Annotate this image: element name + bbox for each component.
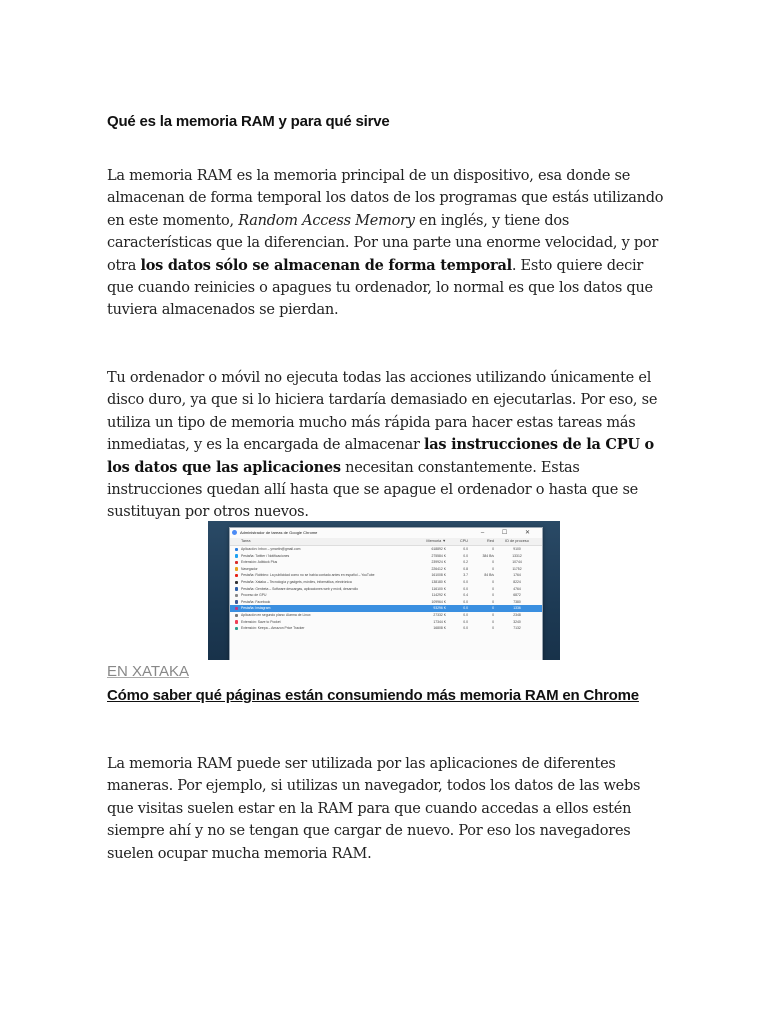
process-id: 9100 <box>513 547 521 551</box>
p1-bold: los datos sólo se almacenan de forma temporal <box>140 256 512 274</box>
process-network: 384 B/s <box>482 553 494 558</box>
process-network: 0 <box>492 593 494 598</box>
process-id: 8224 <box>513 579 521 584</box>
process-memory: 275584 K <box>431 553 446 558</box>
process-network: 0 <box>492 566 494 571</box>
process-name: Aplicación en segundo plano: Alarma de Linux <box>241 612 311 617</box>
process-cpu: 0.0 <box>463 553 468 558</box>
process-network: 0 <box>492 586 494 591</box>
process-memory: 27332 K <box>433 612 446 617</box>
process-cpu: 0.4 <box>463 593 468 598</box>
process-network: 0 <box>492 579 494 584</box>
process-cpu: 0.0 <box>463 606 468 611</box>
process-id: 1764 <box>513 573 521 578</box>
p1-text-1: La memoria RAM es la memoria principal de un dispositivo, esa donde se almacenan de forma temporal los datos de los programas que estás utilizando en este momento, <box>107 168 664 229</box>
process-network: 0 <box>492 606 494 611</box>
process-network: 0 <box>492 560 494 565</box>
p1-text-2: en inglés, y tiene dos características que la diferencian. Por una parte una enorme velocidad, y por otra <box>107 212 659 274</box>
process-network: 0 <box>492 626 494 631</box>
process-id: 10744 <box>512 560 522 565</box>
col-network: Red <box>487 539 494 543</box>
process-cpu: 0.0 <box>463 579 468 584</box>
window-controls: – ☐ ✕ <box>480 530 538 536</box>
table-row <box>230 605 542 612</box>
process-memory: 116100 K <box>431 586 446 591</box>
process-id: 11752 <box>512 566 522 571</box>
process-name: Proceso de GPU <box>241 593 267 598</box>
p2-bold: las instrucciones de la CPU o los datos que las aplicaciones <box>107 436 654 476</box>
table-row <box>230 579 542 586</box>
table-row <box>230 586 542 593</box>
process-id: 1336 <box>513 606 521 611</box>
related-article-link[interactable]: Cómo saber qué páginas están consumiendo más memoria RAM en Chrome <box>107 687 639 704</box>
table-row <box>230 625 542 632</box>
process-name: Pestaña: Xataka – Tecnología y gadgets, móviles, informática, electrónica <box>241 579 352 584</box>
process-name: Pestaña: Facebook <box>241 599 271 604</box>
process-name: Extensión: Keepa – Amazon Price Tracker <box>241 626 305 631</box>
related-source-label[interactable]: EN XATAKA <box>107 663 189 680</box>
table-row <box>230 572 542 579</box>
task-manager-window <box>229 527 543 660</box>
article-heading: Qué es la memoria RAM y para qué sirve <box>107 113 390 130</box>
process-network: 0 <box>492 619 494 624</box>
process-cpu: 0.0 <box>463 619 468 624</box>
process-name: Pestaña: Instagram <box>241 606 271 611</box>
process-cpu: 0.0 <box>463 599 468 604</box>
process-memory: 226412 K <box>431 566 446 571</box>
table-header <box>230 538 542 546</box>
table-row <box>230 612 542 619</box>
process-memory: 16808 K <box>433 626 446 631</box>
process-cpu: 0.0 <box>463 547 468 551</box>
p1-text-3: . Esto quiere decir que cuando reinicies o apagues tu ordenador, lo normal es que los datos que tuviera almacenados se pierdan. <box>107 257 653 319</box>
process-cpu: 0.2 <box>463 560 468 565</box>
table-row <box>230 619 542 626</box>
process-cpu: 3.7 <box>463 573 468 578</box>
col-memory: Memoria ▼ <box>426 539 446 543</box>
process-name: Pestaña: Genbeta – Software descargas, aplicaciones web y móvil, desarrollo <box>241 586 359 591</box>
process-id: 4764 <box>513 586 521 591</box>
paragraph-1 <box>107 165 667 322</box>
process-cpu: 0.0 <box>463 586 468 591</box>
col-task: Tarea <box>241 539 251 543</box>
process-id: 6872 <box>513 593 521 598</box>
process-memory: 93296 K <box>433 606 446 611</box>
col-pid: ID de proceso <box>505 539 529 543</box>
process-id: 7132 <box>513 626 521 631</box>
process-network: 0 <box>492 599 494 604</box>
p1-italic: Random Access Memory <box>238 212 415 229</box>
process-memory: 618892 K <box>431 547 446 551</box>
p2-text-1: Tu ordenador o móvil no ejecuta todas las acciones utilizando únicamente el disco duro, ya que si lo hiciera tardaría demasiado en ejecutarlas. Por eso, se utiliza un tipo de memoria mucho más rápida para hacer estas tareas más inmediatas, y es la encargada de almacenar <box>107 370 658 454</box>
process-network: 84 B/s <box>484 573 494 578</box>
process-name: Extensión: Adblock Plus <box>241 560 278 565</box>
process-memory: 17344 K <box>433 619 446 624</box>
table-row <box>230 559 542 566</box>
process-network: 0 <box>492 612 494 617</box>
table-row <box>230 546 542 553</box>
task-manager-screenshot <box>208 521 560 660</box>
table-row <box>230 566 542 573</box>
process-name: Extensión: Save to Pocket <box>241 619 281 624</box>
process-memory: 114292 K <box>431 593 446 598</box>
process-id: 2348 <box>513 612 521 617</box>
process-name: Navegador <box>241 566 258 571</box>
process-network: 0 <box>492 547 494 551</box>
process-cpu: 0.8 <box>463 566 468 571</box>
table-row <box>230 553 542 560</box>
paragraph-3: La memoria RAM puede ser utilizada por las aplicaciones de diferentes maneras. Por ejemplo, si utilizas un navegador, todos los datos de las webs que visitas suelen estar en la RAM para que cuando accedas a ellos estén siempre ahí y no se tengan que cargar de nuevo. Por eso los navegadores suelen ocupar mucha memoria RAM. <box>107 756 641 862</box>
p2-text-2: necesitan constantemente. Estas instrucciones quedan allí hasta que se apague el ordenador o hasta que se sustituyan por otros nuevos. <box>107 459 638 521</box>
process-name: Pestaña: Twitter / Notificaciones <box>241 553 290 558</box>
process-name: Pestaña: Robbieo: La publicidad como no se había contado antes en español – YouTube <box>241 573 375 578</box>
process-id: 3240 <box>513 619 521 624</box>
table-row <box>230 599 542 606</box>
process-memory: 161008 K <box>431 573 446 578</box>
process-memory: 109964 K <box>431 599 446 604</box>
window-title-bar <box>230 528 542 538</box>
process-name: Aplicación: Inbox – ymartin@gmail.com <box>241 547 301 551</box>
process-cpu: 0.0 <box>463 612 468 617</box>
process-memory: 239924 K <box>431 560 446 565</box>
col-cpu: CPU <box>459 539 468 543</box>
process-cpu: 0.0 <box>463 626 468 631</box>
paragraph-2 <box>107 367 667 524</box>
chrome-icon <box>232 530 237 535</box>
task-list <box>230 546 542 632</box>
process-memory: 138180 K <box>431 579 446 584</box>
process-id: 13312 <box>512 553 522 558</box>
table-row <box>230 592 542 599</box>
process-id: 7380 <box>513 599 521 604</box>
window-title: Administrador de tareas de Google Chrome <box>240 530 318 535</box>
